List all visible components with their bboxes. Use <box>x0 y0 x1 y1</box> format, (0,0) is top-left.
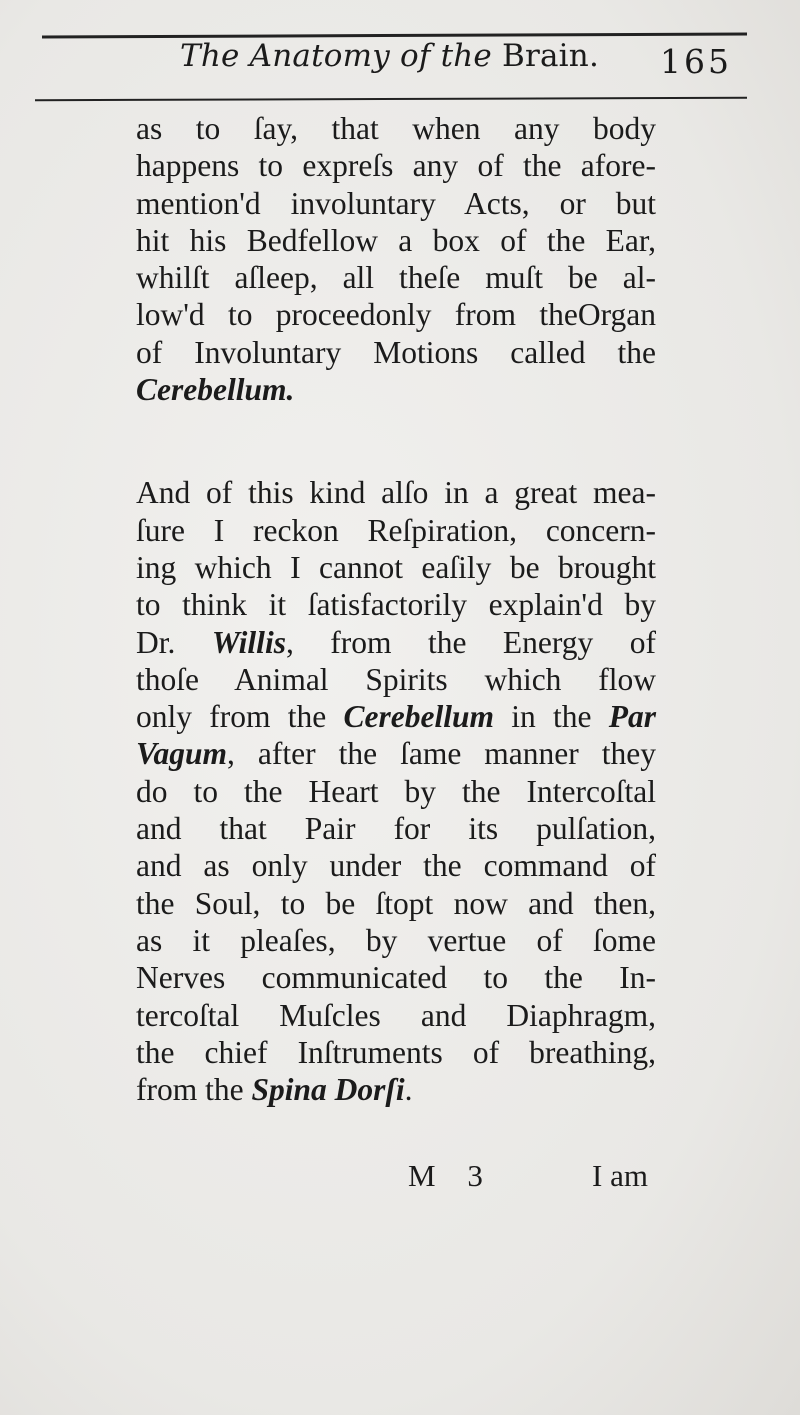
text-line <box>136 997 656 1034</box>
text-line <box>136 334 656 371</box>
text-segment: , after the ſame manner they <box>227 736 656 772</box>
text-segment: and as only under the command of <box>136 848 656 884</box>
text-line <box>136 959 656 996</box>
text-line <box>136 810 656 847</box>
paragraph-gap <box>136 408 656 474</box>
text-segment: the Soul, to be ſtopt now and then, <box>136 885 656 921</box>
page-number: 165 <box>660 42 732 81</box>
text-line <box>136 110 656 147</box>
text-line <box>136 624 656 661</box>
text-segment: do to the Heart by the Intercoſtal <box>136 773 656 809</box>
text-line <box>136 922 656 959</box>
italic-segment: Cerebellum <box>343 699 494 735</box>
text-segment: tercoſtal Muſcles and Diaphragm, <box>136 997 656 1033</box>
text-line <box>136 773 656 810</box>
footer-line <box>0 1158 800 1198</box>
header-rule-bottom <box>35 97 747 101</box>
text-segment: ing which I cannot eaſily be brought <box>136 549 656 585</box>
text-segment: , from the Energy of <box>285 624 657 660</box>
text-segment: thoſe Animal Spirits which flow <box>136 661 656 697</box>
text-line <box>136 1071 656 1108</box>
running-head <box>180 38 599 74</box>
text-segment: the chief Inſtruments of breathing, <box>136 1034 656 1070</box>
italic-segment: Par <box>608 699 656 735</box>
text-segment: happens to expreſs any of the afore- <box>136 148 656 184</box>
running-head-word: Brain. <box>502 38 600 74</box>
text-line <box>136 885 656 922</box>
text-line <box>136 147 656 184</box>
text-segment: mention'd involuntary Acts, or but <box>136 185 656 221</box>
text-segment: hit his Bedfellow a box of the Ear, <box>136 222 656 258</box>
text-segment: only from the <box>136 699 344 735</box>
text-line <box>136 661 656 698</box>
text-line <box>136 549 656 586</box>
paragraph <box>136 110 656 408</box>
text-line <box>136 259 656 296</box>
text-line <box>136 474 656 511</box>
text-line <box>136 698 656 735</box>
paragraph <box>136 474 656 1108</box>
text-segment: from the <box>136 1072 252 1108</box>
text-segment: And of this kind alſo in a great mea- <box>136 475 656 511</box>
text-line <box>136 512 656 549</box>
text-segment: . <box>404 1072 413 1108</box>
running-head-title: Anatomy of the <box>249 38 492 74</box>
text-segment: of Involuntary Motions called the <box>136 334 656 370</box>
italic-segment: Spina Dorſi <box>251 1072 405 1108</box>
italic-segment: Willis <box>211 624 286 660</box>
text-segment: low'd to proceedonly from theOrgan <box>136 297 656 333</box>
signature-mark: M 3 <box>408 1158 495 1193</box>
text-segment: as it pleaſes, by vertue of ſome <box>136 922 656 958</box>
italic-segment: Vagum <box>136 736 228 772</box>
text-line <box>136 586 656 623</box>
text-line <box>136 735 656 772</box>
text-segment: Nerves communicated to the In- <box>136 960 656 996</box>
text-line <box>136 371 656 408</box>
text-segment: in the <box>493 699 609 735</box>
running-head-article: The <box>180 38 240 74</box>
body-text <box>136 110 656 1108</box>
text-line <box>136 847 656 884</box>
text-segment: and that Pair for its pulſation, <box>136 811 656 847</box>
text-line <box>136 296 656 333</box>
catchword: I am <box>592 1158 648 1193</box>
text-segment: to think it ſatisfactorily explain'd by <box>136 587 656 623</box>
text-line <box>136 185 656 222</box>
text-segment: ſure I reckon Reſpiration, concern- <box>136 512 656 548</box>
italic-segment: Cerebellum. <box>136 372 295 408</box>
text-line <box>136 1034 656 1071</box>
text-line <box>136 222 656 259</box>
text-segment: as to ſay, that when any body <box>136 111 656 146</box>
text-segment: whilſt aſleep, all theſe muſt be al- <box>136 260 656 296</box>
text-segment: Dr. <box>136 624 212 660</box>
